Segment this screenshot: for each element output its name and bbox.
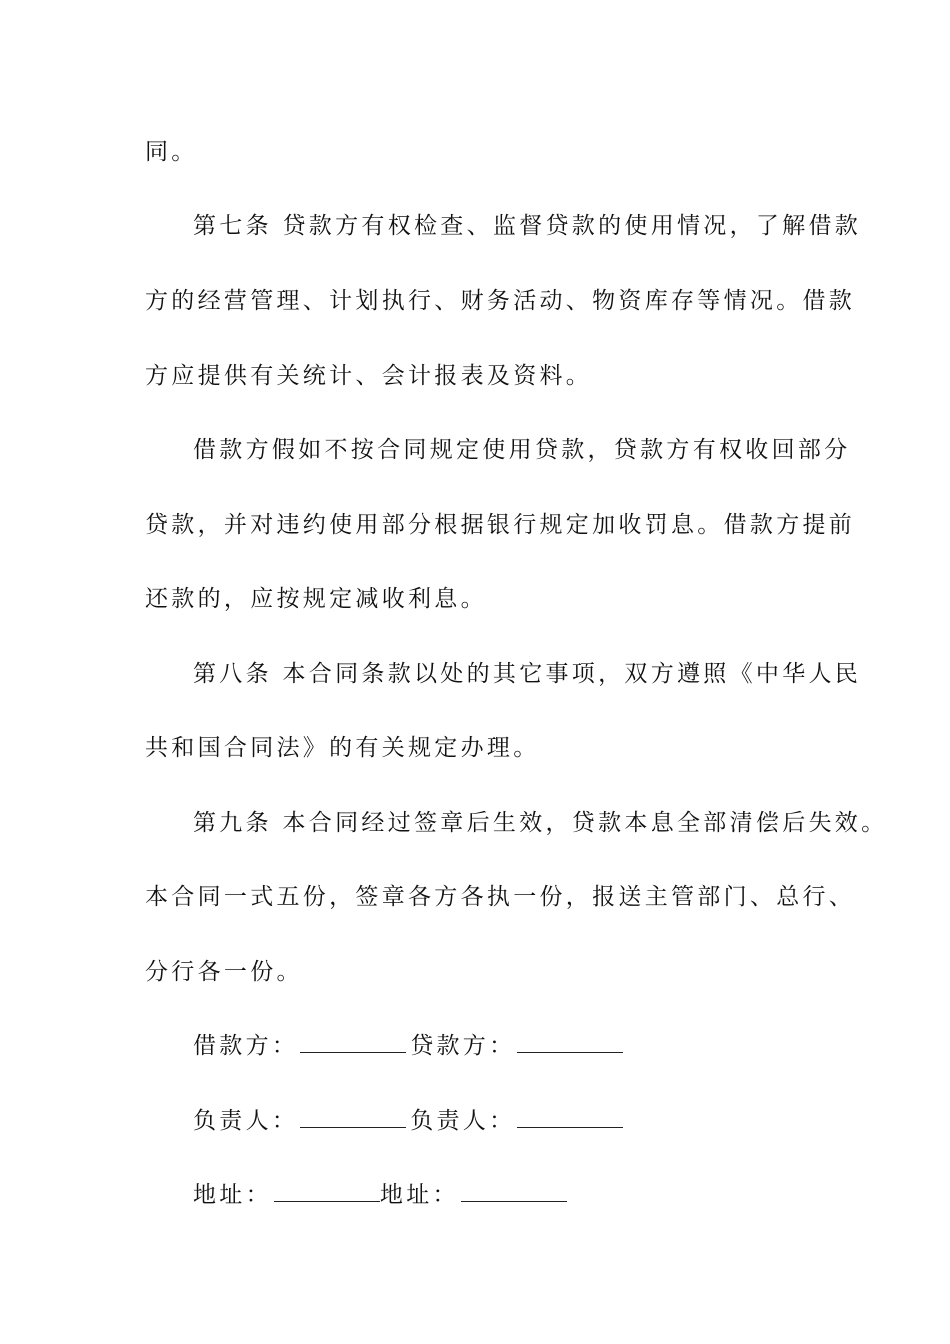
article-7-line-1: 第七条 贷款方有权检查、监督贷款的使用情况，了解借款 — [193, 213, 862, 239]
lender-label: 贷款方： — [410, 1033, 516, 1059]
borrower-label: 借款方： — [193, 1033, 299, 1059]
penalty-paragraph-line-1: 借款方假如不按合同规定使用贷款，贷款方有权收回部分 — [193, 437, 851, 463]
lender-blank — [517, 1032, 623, 1053]
article-9-line-1: 第九条 本合同经过签章后生效，贷款本息全部清偿后失效。 — [193, 810, 888, 836]
article-8-line-1: 第八条 本合同条款以处的其它事项，双方遵照《中华人民 — [193, 661, 862, 687]
article-9-line-3: 分行各一份。 — [145, 959, 303, 985]
article-7-line-3: 方应提供有关统计、会计报表及资料。 — [145, 363, 593, 389]
signature-row-addresses — [193, 1180, 571, 1210]
lender-rep-label: 负责人： — [410, 1108, 516, 1134]
signature-row-representatives — [193, 1106, 627, 1136]
borrower-rep-blank — [300, 1107, 406, 1128]
article-9-line-2: 本合同一式五份，签章各方各执一份，报送主管部门、总行、 — [145, 884, 856, 910]
signature-row-parties — [193, 1031, 627, 1061]
lender-address-label: 地址： — [379, 1182, 459, 1208]
text-line: 同。 — [145, 139, 198, 165]
article-7-line-2: 方的经营管理、计划执行、财务活动、物资库存等情况。借款 — [145, 288, 856, 314]
borrower-blank — [300, 1032, 406, 1053]
penalty-paragraph-line-2: 贷款，并对违约使用部分根据银行规定加收罚息。借款方提前 — [145, 512, 856, 538]
borrower-rep-label: 负责人： — [193, 1108, 299, 1134]
lender-address-blank — [461, 1181, 567, 1202]
borrower-address-label: 地址： — [193, 1182, 272, 1208]
penalty-paragraph-line-3: 还款的，应按规定减收利息。 — [145, 586, 487, 612]
article-8-line-2: 共和国合同法》的有关规定办理。 — [145, 735, 540, 761]
borrower-address-blank — [274, 1181, 380, 1202]
lender-rep-blank — [517, 1107, 623, 1128]
